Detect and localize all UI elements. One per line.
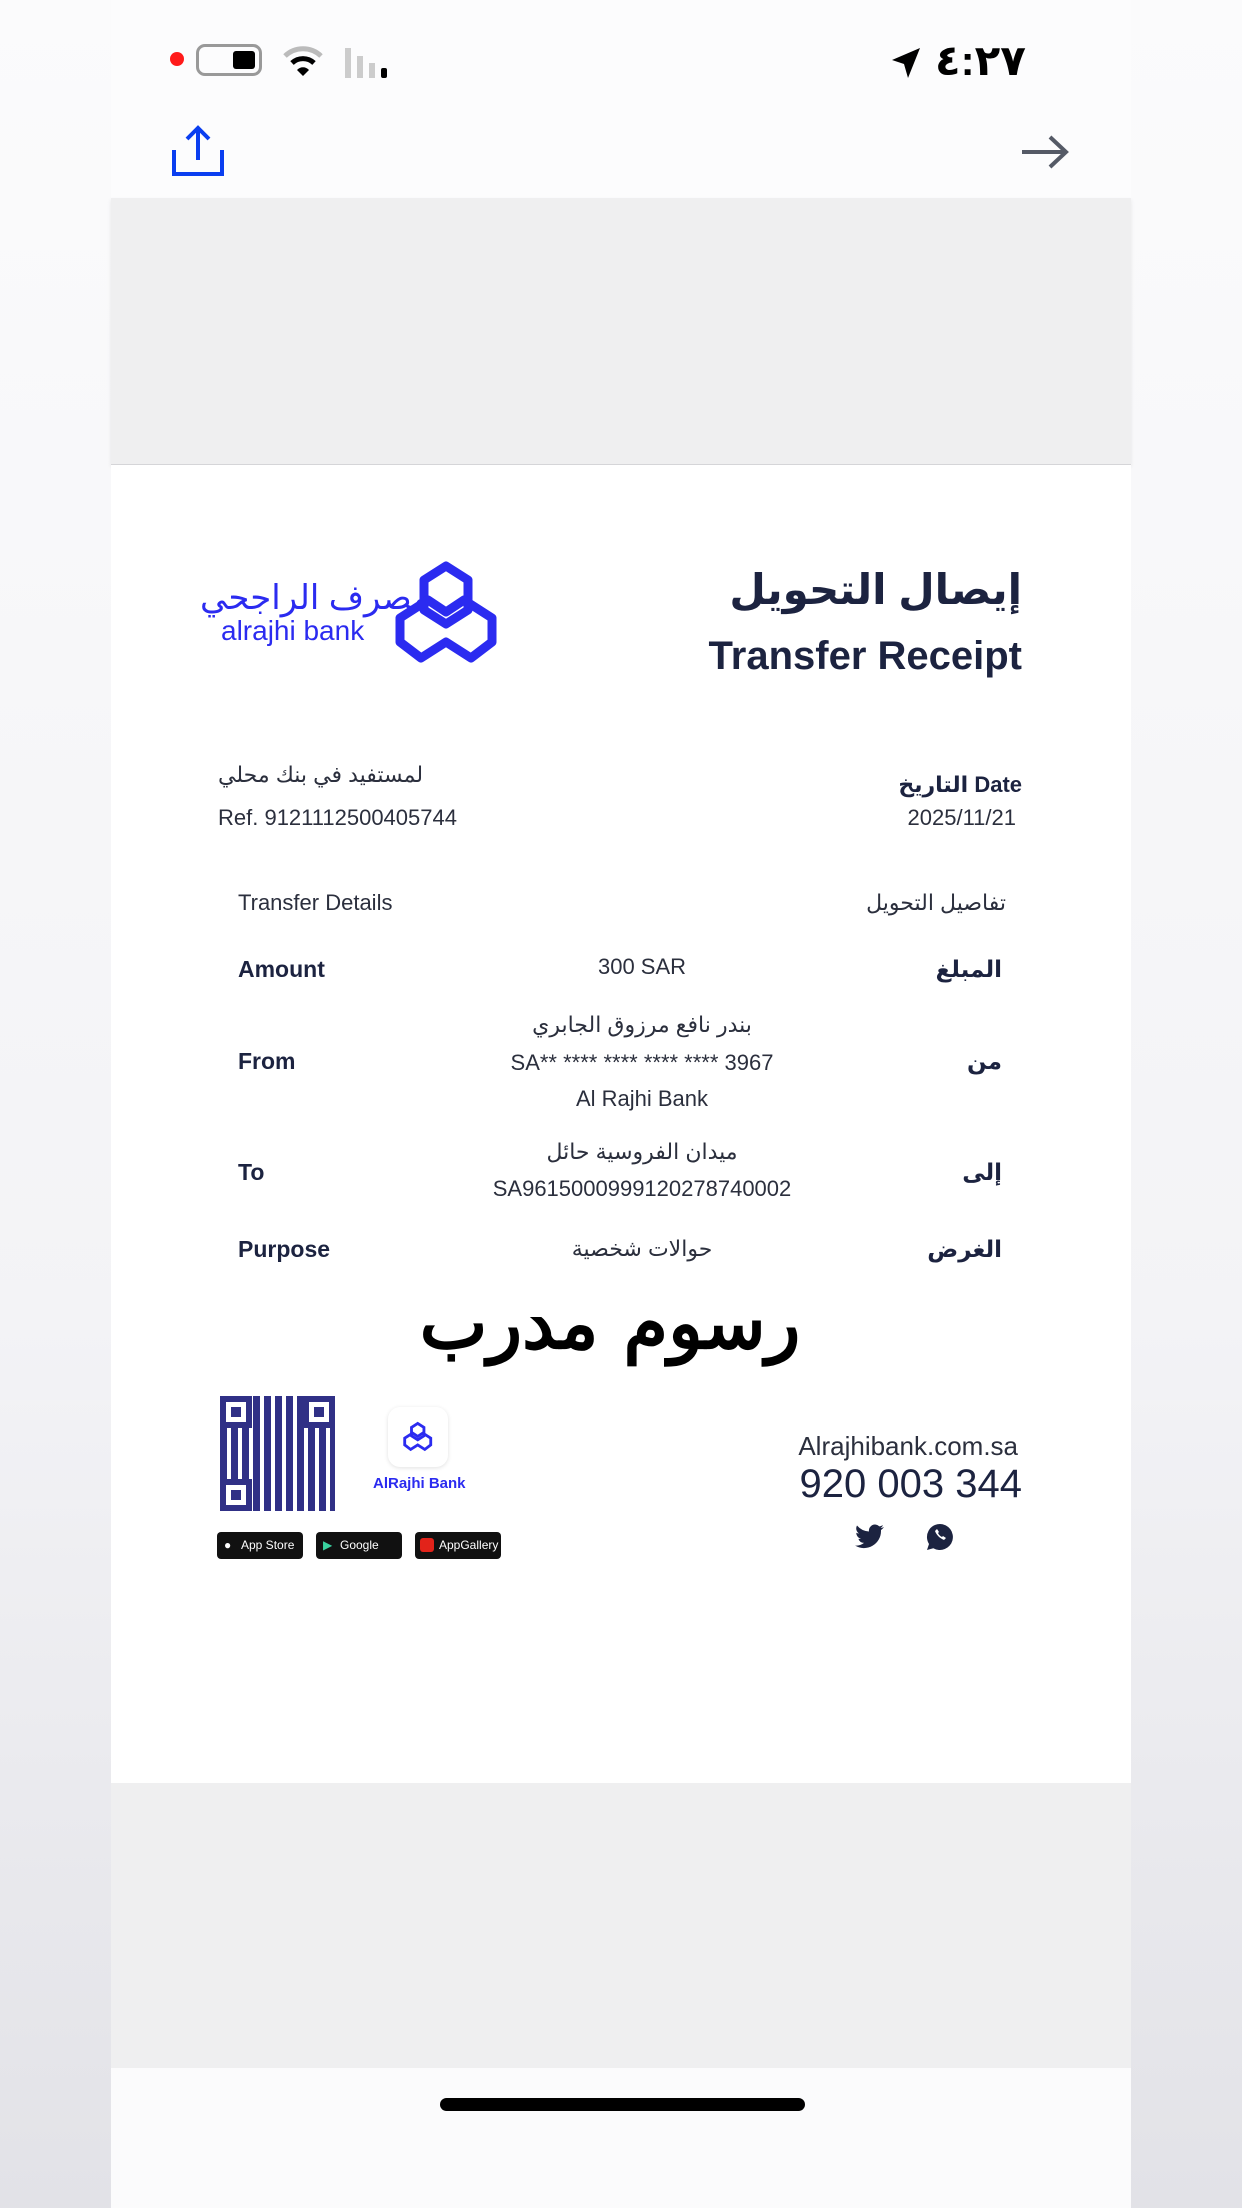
recipient-iban: SA9615000999120278740002	[492, 1176, 792, 1201]
whatsapp-icon[interactable]	[925, 1522, 955, 1557]
row-label-en: From	[238, 1048, 296, 1074]
location-icon	[890, 46, 922, 85]
bottom-toolbar	[111, 2068, 1131, 2208]
title-ar: إيصال التحويل	[729, 566, 1022, 613]
nav-bar	[111, 110, 1131, 198]
date-label: التاريخ Date	[898, 772, 1022, 797]
recording-indicator	[170, 52, 184, 66]
signal-icon	[345, 46, 395, 78]
share-icon[interactable]	[170, 124, 226, 185]
title-en: Transfer Receipt	[708, 634, 1022, 678]
row-value: حوالات شخصية	[571, 1236, 713, 1261]
details-title-ar: تفاصيل التحويل	[866, 890, 1006, 915]
huawei-icon	[420, 1538, 434, 1552]
app-name: AlRajhi Bank	[373, 1475, 466, 1492]
sender-name: بندر نافع مرزوق الجابري	[532, 1012, 752, 1037]
sender-account: SA** **** **** **** **** 3967	[510, 1050, 774, 1075]
reference-number: Ref. 9121112500405744	[218, 805, 457, 830]
date-value: 2025/11/21	[907, 805, 1016, 830]
row-label-en: Purpose	[238, 1236, 331, 1262]
details-title-en: Transfer Details	[238, 890, 393, 915]
status-time: ٤:٢٧	[935, 37, 1026, 84]
arrow-right-icon[interactable]	[1020, 134, 1072, 175]
document-top-margin	[111, 198, 1131, 465]
row-label-en: To	[238, 1159, 265, 1185]
google-play-badge[interactable]: ▶ Google play	[316, 1532, 402, 1559]
row-label-en: Amount	[238, 956, 325, 982]
app-icon	[388, 1407, 448, 1467]
row-label-ar: المبلغ	[935, 956, 1002, 982]
qr-code[interactable]	[220, 1396, 335, 1511]
apple-icon: ●	[224, 1538, 232, 1552]
handwritten-note: رسوم مدرب	[419, 1280, 801, 1365]
row-label-ar: من	[967, 1048, 1002, 1074]
battery-icon	[196, 44, 262, 76]
row-value: 300 SAR	[597, 954, 687, 979]
sender-bank: Al Rajhi Bank	[575, 1086, 709, 1111]
phone-number[interactable]: 920 003 344	[799, 1462, 1022, 1506]
appgallery-badge[interactable]: AppGallery	[415, 1532, 501, 1559]
brand-name-en: alrajhi bank	[221, 615, 365, 646]
wifi-icon	[282, 42, 324, 78]
beneficiary-type: لمستفيد في بنك محلي	[218, 762, 424, 787]
twitter-icon[interactable]	[855, 1524, 885, 1555]
alrajhi-logo-icon	[393, 560, 499, 669]
document-bottom-margin	[111, 1783, 1131, 2068]
website-link[interactable]: Alrajhibank.com.sa	[798, 1431, 1018, 1461]
row-label-ar: الغرض	[927, 1236, 1002, 1262]
app-store-badge[interactable]: ● App Store	[217, 1532, 303, 1559]
recipient-name: ميدان الفروسية حائل	[546, 1139, 738, 1164]
row-label-ar: إلى	[962, 1159, 1002, 1185]
home-indicator[interactable]	[440, 2098, 805, 2111]
play-icon: ▶	[323, 1538, 333, 1552]
brand-name-ar: مصرف الراجحي	[200, 579, 431, 617]
